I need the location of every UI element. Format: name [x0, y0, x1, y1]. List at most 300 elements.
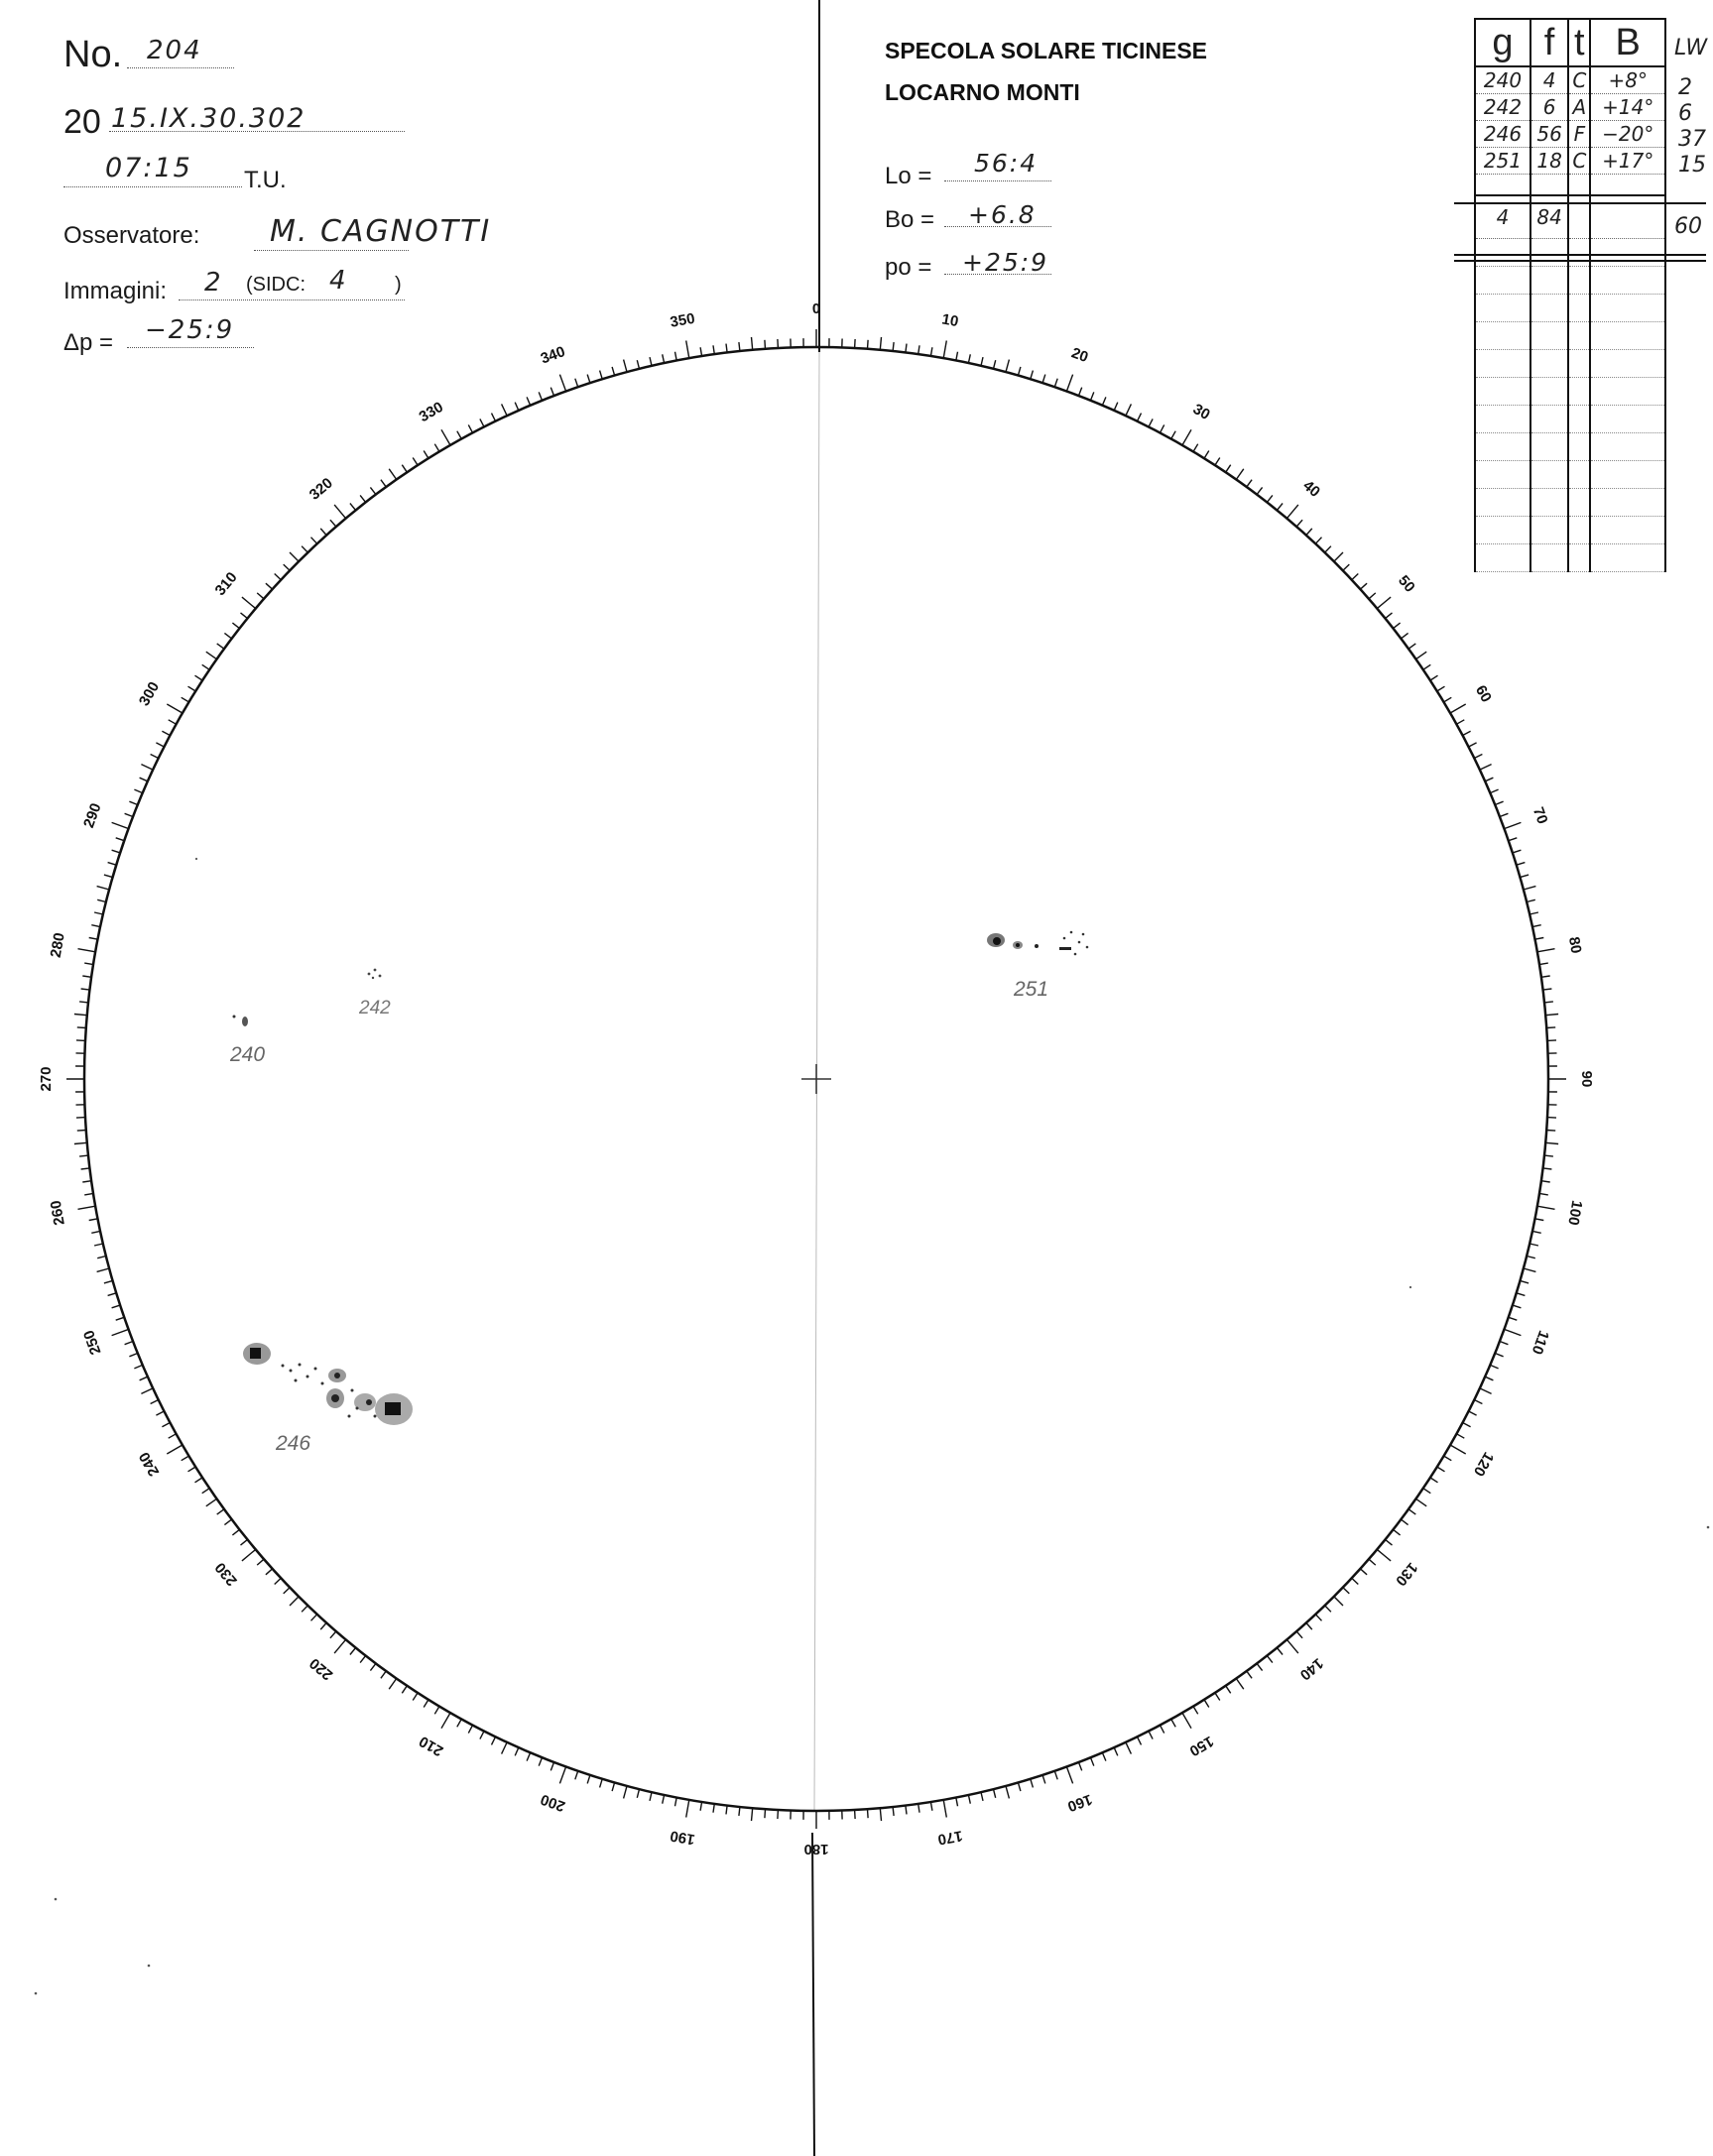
degree-tick [1296, 1631, 1302, 1638]
degree-label: 340 [538, 343, 568, 368]
degree-tick [1386, 613, 1393, 619]
degree-tick [311, 538, 317, 544]
degree-tick [918, 1804, 919, 1813]
degree-tick [539, 1757, 542, 1765]
degree-tick [350, 1648, 356, 1655]
degree-tick [77, 1131, 86, 1132]
degree-tick [266, 1569, 273, 1575]
observer-value: M. CAGNOTTI [270, 214, 492, 249]
degree-tick [612, 367, 615, 376]
degree-tick [713, 1804, 714, 1813]
degree-tick [76, 1118, 85, 1119]
degree-tick [457, 1720, 461, 1728]
degree-tick [1352, 574, 1359, 580]
degree-tick [1500, 813, 1508, 816]
degree-tick [1343, 564, 1349, 570]
degree-tick [1517, 1293, 1526, 1296]
degree-tick [141, 765, 153, 771]
degree-label: 90 [1578, 1070, 1596, 1088]
degree-tick [726, 344, 727, 353]
degree-tick [1149, 1732, 1153, 1739]
degree-tick [1490, 789, 1498, 793]
sunspot-group-242 [368, 969, 382, 980]
degree-tick [1505, 822, 1522, 828]
degree-tick [468, 1726, 472, 1734]
degree-tick [188, 686, 196, 691]
lw-value: 15 [1678, 153, 1706, 178]
degree-label: 40 [1299, 477, 1323, 501]
degree-tick [112, 1305, 121, 1308]
degree-tick [76, 1040, 85, 1041]
degree-tick [156, 743, 164, 747]
degree-label: 230 [211, 1559, 241, 1590]
degree-tick [539, 392, 542, 400]
degree-tick [1138, 414, 1142, 421]
degree-tick [1369, 1559, 1376, 1565]
degree-tick [182, 1456, 189, 1461]
degree-tick [350, 504, 356, 511]
degree-label: 190 [669, 1827, 696, 1849]
degree-tick [1325, 546, 1331, 552]
param-value-bo: +6.8 [968, 200, 1037, 229]
degree-tick [217, 1509, 224, 1514]
sidc-label: (SIDC: [246, 274, 306, 296]
degree-tick [232, 623, 239, 629]
degree-tick [320, 1622, 326, 1629]
degree-tick [918, 345, 919, 354]
group-label-242: 242 [359, 998, 391, 1018]
degree-tick [1226, 465, 1231, 473]
degree-tick [242, 597, 256, 609]
header-b: B [1590, 19, 1665, 66]
degree-tick [1509, 1317, 1518, 1320]
degree-tick [1527, 1257, 1535, 1258]
degree-tick [1296, 520, 1302, 527]
degree-tick [1018, 367, 1021, 376]
degree-tick [1066, 375, 1072, 392]
center-cross [801, 1064, 831, 1094]
degree-label: 210 [416, 1732, 446, 1760]
degree-tick [169, 720, 177, 724]
degree-tick [202, 664, 210, 669]
number-value: 204 [147, 36, 202, 65]
degree-tick [943, 341, 946, 359]
degree-tick [930, 1802, 932, 1811]
degree-tick [413, 1693, 418, 1701]
degree-tick [84, 1193, 93, 1195]
degree-tick [1543, 989, 1552, 990]
degree-label: 20 [1068, 344, 1091, 367]
degree-tick [125, 1342, 133, 1345]
table-cell-g: 242 [1475, 94, 1530, 121]
degree-tick [1463, 731, 1471, 735]
degree-tick [1306, 529, 1312, 536]
degree-label: 350 [669, 309, 696, 331]
degree-tick [389, 1679, 397, 1690]
degree-tick [370, 487, 376, 494]
degree-label: 280 [47, 931, 68, 959]
degree-tick [290, 1597, 299, 1606]
degree-tick [855, 1810, 856, 1819]
degree-tick [663, 1795, 665, 1804]
degree-tick [1490, 1365, 1498, 1369]
degree-tick [1474, 755, 1482, 759]
degree-tick [151, 1400, 159, 1404]
degree-tick [89, 1219, 98, 1221]
degree-tick [880, 1808, 881, 1821]
degree-tick [1386, 1539, 1393, 1545]
degree-tick [675, 352, 677, 361]
degree-tick [1267, 1656, 1273, 1663]
degree-tick [402, 465, 407, 473]
degree-tick [765, 1809, 766, 1818]
degree-tick [1513, 850, 1522, 853]
degree-tick [1541, 976, 1550, 977]
degree-tick [1377, 1549, 1391, 1561]
degree-tick [1545, 1015, 1558, 1016]
degree-tick [1474, 1400, 1482, 1404]
degree-tick [1277, 504, 1283, 511]
table-cell-f: 18 [1530, 148, 1568, 175]
degree-tick [167, 1445, 183, 1454]
degree-tick [195, 1478, 203, 1483]
degree-tick [1537, 949, 1555, 952]
degree-label: 80 [1564, 935, 1585, 955]
degree-tick [112, 1329, 129, 1335]
observer-label: Osservatore: [63, 222, 200, 249]
degree-tick [1547, 1040, 1556, 1041]
degree-tick [1138, 1737, 1142, 1744]
degree-label: 180 [803, 1841, 829, 1858]
table-cell-g: 240 [1475, 66, 1530, 94]
degree-tick [112, 822, 129, 828]
degree-tick [1546, 1027, 1555, 1028]
degree-tick [1006, 1786, 1009, 1799]
degree-tick [492, 414, 496, 421]
degree-tick [1286, 505, 1298, 519]
degree-label: 290 [80, 800, 105, 831]
degree-tick [360, 1656, 366, 1663]
degree-tick [370, 1663, 376, 1670]
degree-tick [334, 505, 346, 519]
degree-tick [1193, 1707, 1198, 1715]
degree-tick [1236, 469, 1244, 480]
degree-tick [1315, 1615, 1321, 1621]
degree-tick [266, 583, 273, 589]
group-label-246: 246 [276, 1432, 311, 1455]
degree-tick [637, 1789, 639, 1798]
degree-tick [151, 755, 159, 759]
degree-tick [1171, 431, 1175, 439]
degree-tick [1444, 1456, 1452, 1461]
degree-tick [1091, 1757, 1094, 1765]
degree-tick [515, 1747, 519, 1755]
degree-tick [1505, 1329, 1522, 1335]
degree-tick [82, 976, 91, 977]
degree-tick [1114, 1747, 1118, 1755]
degree-tick [129, 1354, 137, 1357]
degree-tick [1539, 1193, 1548, 1195]
degree-tick [167, 704, 183, 713]
degree-tick [1031, 371, 1034, 380]
table-cell-t: C [1568, 66, 1590, 94]
degree-tick [402, 1686, 407, 1694]
degree-tick [880, 337, 881, 350]
degree-tick [906, 1806, 907, 1815]
degree-tick [1509, 838, 1518, 841]
degree-tick [182, 697, 189, 702]
table-cell-g: 246 [1475, 121, 1530, 148]
degree-tick [290, 552, 299, 561]
degree-tick [330, 520, 336, 527]
degree-label: 270 [37, 1066, 55, 1092]
degree-tick [302, 546, 307, 552]
degree-tick [134, 1365, 142, 1369]
degree-tick [1546, 1131, 1555, 1132]
header-f: f [1530, 19, 1568, 66]
degree-tick [868, 1809, 869, 1818]
degree-tick [1544, 1155, 1553, 1156]
degree-tick [1352, 1578, 1359, 1584]
degree-tick [1524, 887, 1536, 890]
degree-tick [1401, 1519, 1407, 1525]
degree-tick [612, 1782, 615, 1791]
degree-tick [241, 1539, 248, 1545]
degree-tick [1114, 403, 1118, 411]
degree-tick [1394, 1529, 1401, 1535]
degree-tick [1102, 1752, 1106, 1760]
degree-tick [1401, 633, 1407, 639]
degree-tick [241, 613, 248, 619]
degree-tick [1079, 1762, 1082, 1770]
degree-tick [141, 1388, 153, 1394]
degree-tick [1544, 1002, 1553, 1003]
table-cell-g: 251 [1475, 148, 1530, 175]
degree-tick [739, 1807, 740, 1816]
degree-tick [1423, 664, 1431, 669]
degree-tick [1495, 801, 1503, 804]
degree-tick [1343, 1588, 1349, 1594]
degree-tick [82, 1181, 91, 1182]
degree-tick [1437, 1467, 1445, 1472]
param-value-lo: 56:4 [974, 149, 1039, 178]
group-label-251: 251 [1014, 978, 1049, 1001]
degree-tick [575, 1771, 578, 1780]
lw-value: 37 [1678, 127, 1706, 152]
degree-tick [502, 1742, 508, 1754]
number-label: No. [63, 34, 123, 75]
degree-tick [1500, 1342, 1508, 1345]
degree-tick [1369, 593, 1376, 599]
degree-tick [700, 347, 702, 356]
degree-tick [1091, 392, 1094, 400]
degree-tick [169, 1434, 177, 1438]
degree-tick [600, 1779, 603, 1788]
degree-tick [97, 1257, 106, 1258]
degree-tick [79, 1002, 88, 1003]
institution-line-2: LOCARNO MONTI [885, 79, 1080, 105]
sunspot-group-251 [987, 931, 1088, 956]
degree-tick [1408, 1509, 1415, 1514]
degree-tick [1377, 597, 1391, 609]
institution-line-1: SPECOLA SOLARE TICINESE [885, 38, 1208, 63]
degree-tick [1360, 1569, 1367, 1575]
degree-tick [78, 949, 96, 952]
degree-tick [893, 1807, 894, 1816]
degree-tick [1247, 1671, 1252, 1678]
degree-tick [1520, 875, 1529, 878]
delta-p-label: Δp = [63, 329, 114, 356]
degree-tick [84, 963, 93, 965]
degree-tick [224, 1519, 231, 1525]
degree-tick [1469, 743, 1477, 747]
param-label-lo: Lo = [885, 163, 932, 189]
degree-tick [140, 778, 148, 781]
total-cell-g: 4 [1475, 195, 1530, 239]
degree-tick [700, 1802, 702, 1811]
degree-label: 30 [1189, 401, 1213, 424]
degree-label: 120 [1469, 1449, 1498, 1480]
degree-label: 300 [135, 678, 164, 709]
table-cell-f: 6 [1530, 94, 1568, 121]
degree-tick [284, 564, 290, 570]
tu-label: T.U. [244, 167, 287, 193]
degree-tick [663, 354, 665, 363]
degree-tick [559, 1767, 565, 1784]
degree-tick [713, 345, 714, 354]
degree-tick [739, 342, 740, 351]
degree-label: 260 [47, 1199, 68, 1227]
degree-tick [1444, 697, 1452, 702]
degree-tick [1325, 1606, 1331, 1612]
images-label: Immagini: [63, 278, 168, 304]
degree-tick [778, 1810, 779, 1819]
degree-tick [752, 337, 753, 350]
sunspot-group-246 [243, 1343, 413, 1425]
degree-tick [108, 863, 117, 866]
degree-tick [1394, 623, 1401, 629]
date-prefix: 20 [63, 103, 101, 141]
degree-tick [765, 340, 766, 349]
degree-tick [206, 652, 217, 659]
degree-tick [74, 1015, 87, 1016]
degree-tick [275, 1578, 282, 1584]
degree-tick [1524, 1268, 1536, 1271]
degree-tick [1079, 388, 1082, 396]
degree-tick [686, 1800, 689, 1818]
degree-label: 140 [1296, 1654, 1327, 1684]
degree-tick [116, 838, 125, 841]
degree-tick [587, 375, 590, 384]
total-cell-f: 84 [1530, 195, 1568, 239]
degree-tick [441, 429, 450, 445]
degree-tick [480, 419, 484, 426]
degree-tick [1485, 1377, 1493, 1380]
degree-tick [1277, 1648, 1283, 1655]
degree-tick [1102, 397, 1106, 405]
table-cell-b: −20° [1590, 121, 1665, 148]
degree-tick [1430, 675, 1438, 680]
degree-tick [224, 633, 231, 639]
degree-tick [202, 1489, 210, 1494]
degree-tick [1006, 360, 1009, 373]
degree-tick [1126, 404, 1132, 416]
degree-label: 50 [1395, 572, 1418, 596]
degree-label: 310 [211, 568, 241, 599]
header-t: t [1568, 19, 1590, 66]
degree-tick [257, 1559, 264, 1565]
delta-p-value: −25:9 [145, 315, 235, 345]
degree-tick [217, 644, 224, 649]
degree-tick [91, 1231, 100, 1233]
degree-tick [1215, 1693, 1220, 1701]
degree-tick [334, 1639, 346, 1653]
degree-tick [206, 1498, 217, 1506]
degree-tick [1513, 1305, 1522, 1308]
degree-tick [1534, 938, 1543, 940]
degree-tick [1042, 1775, 1045, 1784]
degree-tick [140, 1377, 148, 1380]
degree-label: 70 [1529, 804, 1551, 827]
degree-tick [104, 1280, 113, 1283]
degree-tick [97, 1268, 110, 1271]
degree-label: 250 [80, 1327, 105, 1358]
degree-tick [424, 451, 428, 459]
degree-tick [320, 529, 326, 536]
degree-tick [74, 1142, 87, 1143]
degree-tick [108, 1293, 117, 1296]
degree-tick [162, 731, 170, 735]
degree-label: 110 [1528, 1328, 1552, 1357]
degree-tick [981, 1792, 983, 1801]
degree-tick [104, 875, 113, 878]
degree-label: 240 [135, 1449, 164, 1480]
degree-tick [994, 1789, 996, 1798]
degree-tick [1495, 1354, 1503, 1357]
degree-tick [1416, 652, 1427, 659]
degree-tick [1463, 1423, 1471, 1427]
degree-tick [257, 593, 264, 599]
degree-tick [112, 850, 121, 853]
degree-tick [1286, 1639, 1298, 1653]
degree-tick [468, 424, 472, 432]
param-label-bo: Bo = [885, 206, 935, 233]
degree-tick [930, 347, 932, 356]
sidc-value: 4 [329, 266, 348, 296]
degree-tick [195, 675, 203, 680]
param-value-po: +25:9 [962, 248, 1049, 277]
degree-tick [1161, 424, 1164, 432]
degree-label: 100 [1564, 1199, 1586, 1227]
degree-tick [1469, 1411, 1477, 1415]
param-label-po: po = [885, 254, 932, 281]
degree-tick [587, 1775, 590, 1784]
degree-tick [1149, 419, 1153, 426]
degree-tick [778, 339, 779, 348]
degree-tick [77, 1027, 86, 1028]
degree-tick [434, 444, 439, 452]
degree-tick [97, 887, 110, 890]
degree-tick [116, 1317, 125, 1320]
degree-tick [330, 1631, 336, 1638]
degree-label: 0 [811, 299, 821, 317]
lw-value: 6 [1678, 101, 1692, 126]
table-cell-b: +14° [1590, 94, 1665, 121]
paper-specks [35, 858, 1710, 1994]
degree-tick [981, 357, 983, 366]
degree-tick [1532, 1231, 1541, 1233]
degree-tick [1257, 487, 1263, 494]
